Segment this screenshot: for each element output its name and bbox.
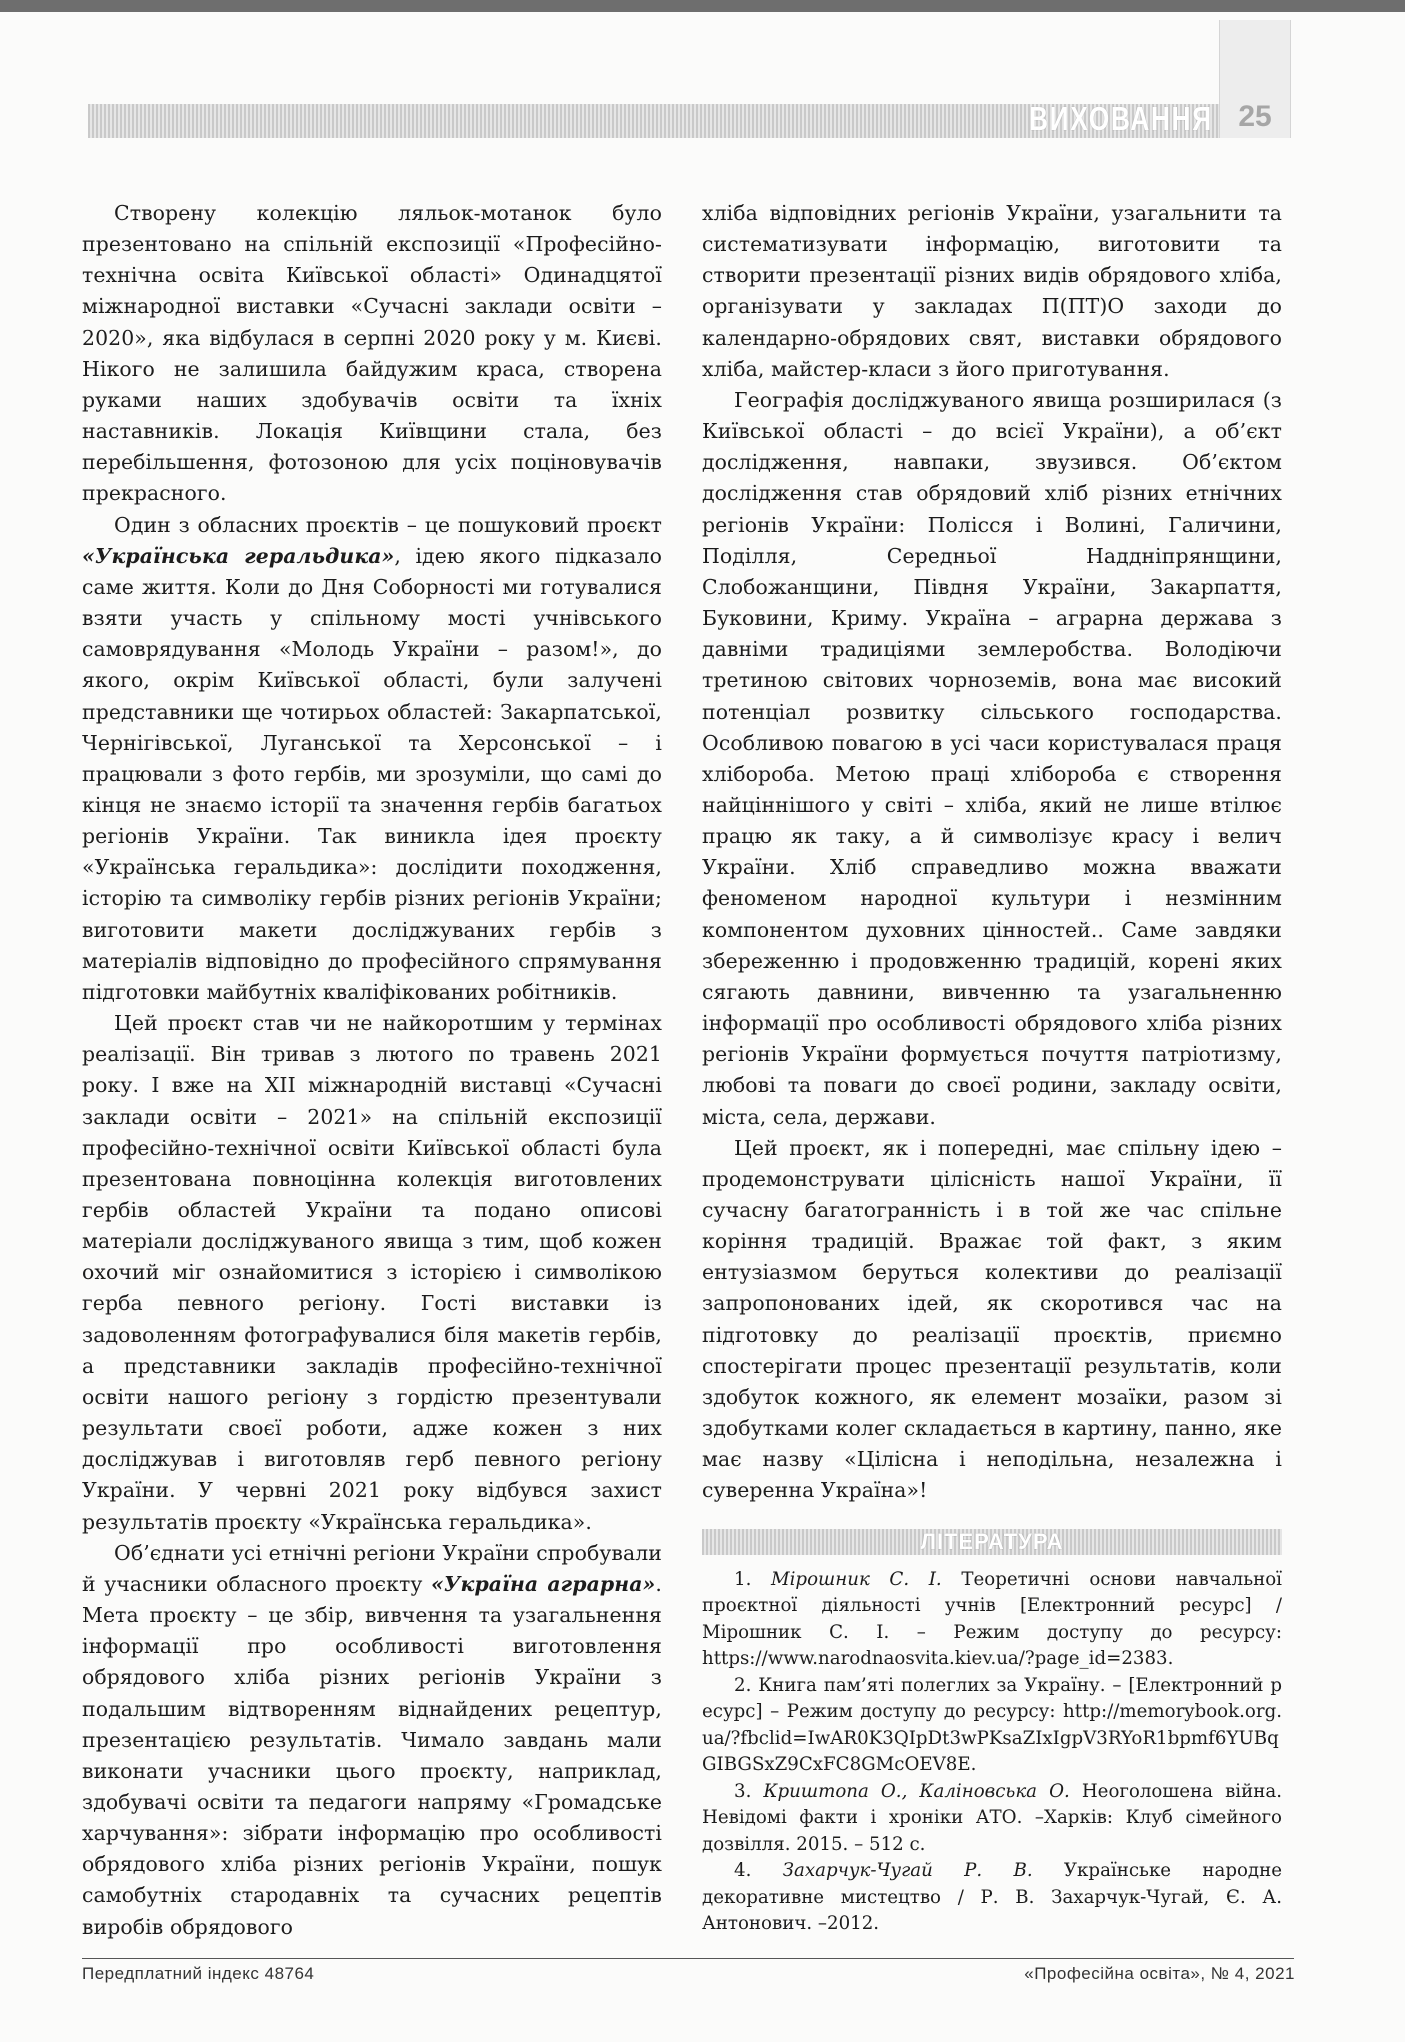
journal-issue: «Професійна освіта», № 4, 2021 (1024, 1964, 1295, 1983)
left-column (82, 198, 662, 1943)
page-number-tab (1219, 20, 1291, 138)
paragraph-text: Об’єднати усі етнічні регіони України спробували й учасники обласного проєкту (82, 1540, 662, 1596)
paragraph-text: Один з обласних проєктів – це пошуковий проєкт (114, 512, 662, 537)
paragraph-text: . Мета проєкту – це збір, вивчення та узагальнення інформації про особливості виготовлення обрядового хліба різних регіонів України з подальшим відтворенням віднайдених рецептур, презентацією результатів. Чимало завдань мали виконати учасники цього проєкту, наприклад, здобувачі освіти та педагоги напряму «Громадське харчування»: зібрати інформацію про особливості обрядового хліба різних регіонів України, пошук самобутніх стародавніх та сучасних рецептів виробів обрядового (82, 1571, 662, 1939)
reference-item (702, 1858, 1282, 1938)
project-name-agrarian: «Україна аграрна» (431, 1571, 656, 1596)
reference-text: Українське народне декоративне мистецтво / Р. В. Захарчук-Чугай, Є. А. Антонович. –2012. (702, 1860, 1283, 1935)
top-edge-bar (0, 0, 1405, 12)
reference-text: Теоретичні основи навчальної проєктної діяльності учнів [Електронний ресурс] / Мірошник С. І. – Режим доступу до ресурсу: https://www.narodnaosvita.kiev.ua/?page_id=2383. (702, 1568, 1282, 1670)
reference-text: Неоголошена війна. Невідомі факти і хроніки АТО. –Харків: Клуб сімейного дозвілля. 2015. – 512 с. (702, 1780, 1282, 1855)
reference-number: 3. (734, 1780, 764, 1802)
paragraph-text: , ідею якого підказало саме життя. Коли до Дня Соборності ми готувалися взяти участь у спільному мості учнівського самоврядування «Молодь України – разом!», до якого, окрім Київської області, були залучені представники ще чотирьох областей: Закарпатської, Чернігівської, Луганської та Херсонської – і працювали з фото гербів, ми зрозуміли, що самі до кінця не знаємо історії та значення гербів багатьох регіонів України. Так виникла ідея проєкту «Українська геральдика»: дослідити походження, історію та символіку гербів різних регіонів України; виготовити макети досліджуваних гербів з матеріалів відповідно до професійного спрямування підготовки майбутніх кваліфікованих робітників. (82, 543, 662, 1004)
footer-divider (82, 1958, 1294, 1959)
section-header-band (88, 100, 1221, 138)
references-list (702, 1567, 1282, 1938)
reference-number: 1. (734, 1568, 771, 1590)
reference-item (702, 1567, 1282, 1673)
reference-number: 4. (734, 1860, 783, 1882)
reference-author: Захарчук-Чугай Р. В. (782, 1860, 1033, 1882)
paragraph: Цей проєкт став чи не найкоротшим у термінах реалізації. Він тривав з лютого по травень 2021 року. І вже на XII міжнародній виставці «Сучасні заклади освіти – 2021» на спільній експозиції професійно-технічної освіти Київської області була презентована повноцінна колекція виготовлених гербів областей України та подано описові матеріали досліджуваного явища з тим, щоб кожен охочий міг ознайомитися з історією і символікою герба певного регіону. Гості виставки із задоволенням фотографувалися біля макетів гербів, а представники закладів професійно-технічної освіти нашого регіону з гордістю презентували результати своєї роботи, адже кожен з них досліджував і виготовляв герб певного регіону України. У червні 2021 року відбувся захист результатів проєкту «Українська геральдика». (82, 1011, 662, 1534)
paragraph (82, 510, 662, 1009)
right-column (702, 198, 1282, 1938)
paragraph (82, 1538, 662, 1943)
page-number: 25 (1238, 100, 1272, 133)
paragraph: хліба відповідних регіонів України, узагальнити та систематизувати інформацію, виготовити та створити презентації різних видів обрядового хліба, організувати у закладах П(ПТ)О заходи до календарно-обрядових свят, виставки обрядового хліба, майстер-класи з його приготування. (702, 201, 1282, 381)
reference-item (702, 1779, 1282, 1859)
subscription-index: Передплатний індекс 48764 (82, 1964, 315, 1983)
project-name-heraldry: «Українська геральдика» (82, 543, 395, 568)
paragraph: Цей проєкт, як і попередні, має спільну ідею – продемонструвати цілісність нашої України, її сучасну багатогранність і в той же час спільне коріння традицій. Вражає той факт, з яким ентузіазмом беруться колективи до реалізації запропонованих ідей, як скоротився час на підготовку до реалізації проєктів, приємно спостерігати процес презентації результатів, коли здобуток кожного, як елемент мозаїки, разом зі здобутками колег складається в картину, панно, яке має назву «Цілісна і неподільна, незалежна і суверенна Україна»! (702, 1135, 1282, 1503)
reference-item (702, 1673, 1282, 1779)
reference-text: Книга пам’яті полеглих за Україну. – [Електронний ресурс] – Режим доступу до ресурсу: http://memorybook.org.ua/?fbclid=IwAR0K3QIpDt3wPKsaZIxIgpV3RYoR1bpmf6YUBqGIBGSxZ9CxFC8GMcOEV8E. (702, 1674, 1282, 1776)
reference-author: Мірошник С. І. (770, 1568, 942, 1590)
section-title: ВИХОВАННЯ (1029, 100, 1213, 137)
reference-author: Криштопа О., Каліновська О. (763, 1780, 1070, 1802)
paragraph: Створену колекцію ляльок-мотанок було презентовано на спільній експозиції «Професійно-технічна освіта Київської області» Одинадцятої міжнародної виставки «Сучасні заклади освіти – 2020», яка відбулася в серпні 2020 року у м. Києві. Нікого не залишила байдужим краса, створена руками наших здобувачів освіти та їхніх наставників. Локація Київщини стала, без перебільшення, фотозоною для усіх поціновувачів прекрасного. (82, 201, 662, 506)
paragraph: Географія досліджуваного явища розширилася (з Київської області – до всієї України), а об’єкт дослідження, навпаки, звузився. Об’єктом дослідження став обрядовий хліб різних етнічних регіонів України: Полісся і Волині, Галичини, Поділля, Середньої Наддніпрянщини, Слобожанщини, Півдня України, Закарпаття, Буковини, Криму. Україна – аграрна держава з давніми традиціями землеробства. Володіючи третиною світових чорноземів, вона має високий потенціал розвитку сільського господарства. Особливою повагою в усі часи користувалася праця хлібороба. Метою праці хлібороба є створення найціннішого у світі – хліба, який не лише втілює працю як таку, а й символізує красу і велич України. Хліб справедливо можна вважати феноменом народної культури і незмінним компонентом духовних цінностей.. Саме завдяки збереженню і продовженню традицій, корені яких сягають давнини, вивченню та узагальненню інформації про особливості обрядового хліба різних регіонів України формується почуття патріотизму, любові та поваги до своєї родини, закладу освіти, міста, села, держави. (702, 387, 1282, 1129)
literature-title: ЛІТЕРАТУРА (920, 1528, 1064, 1554)
reference-number: 2. (734, 1674, 759, 1696)
literature-header-band (702, 1529, 1282, 1555)
